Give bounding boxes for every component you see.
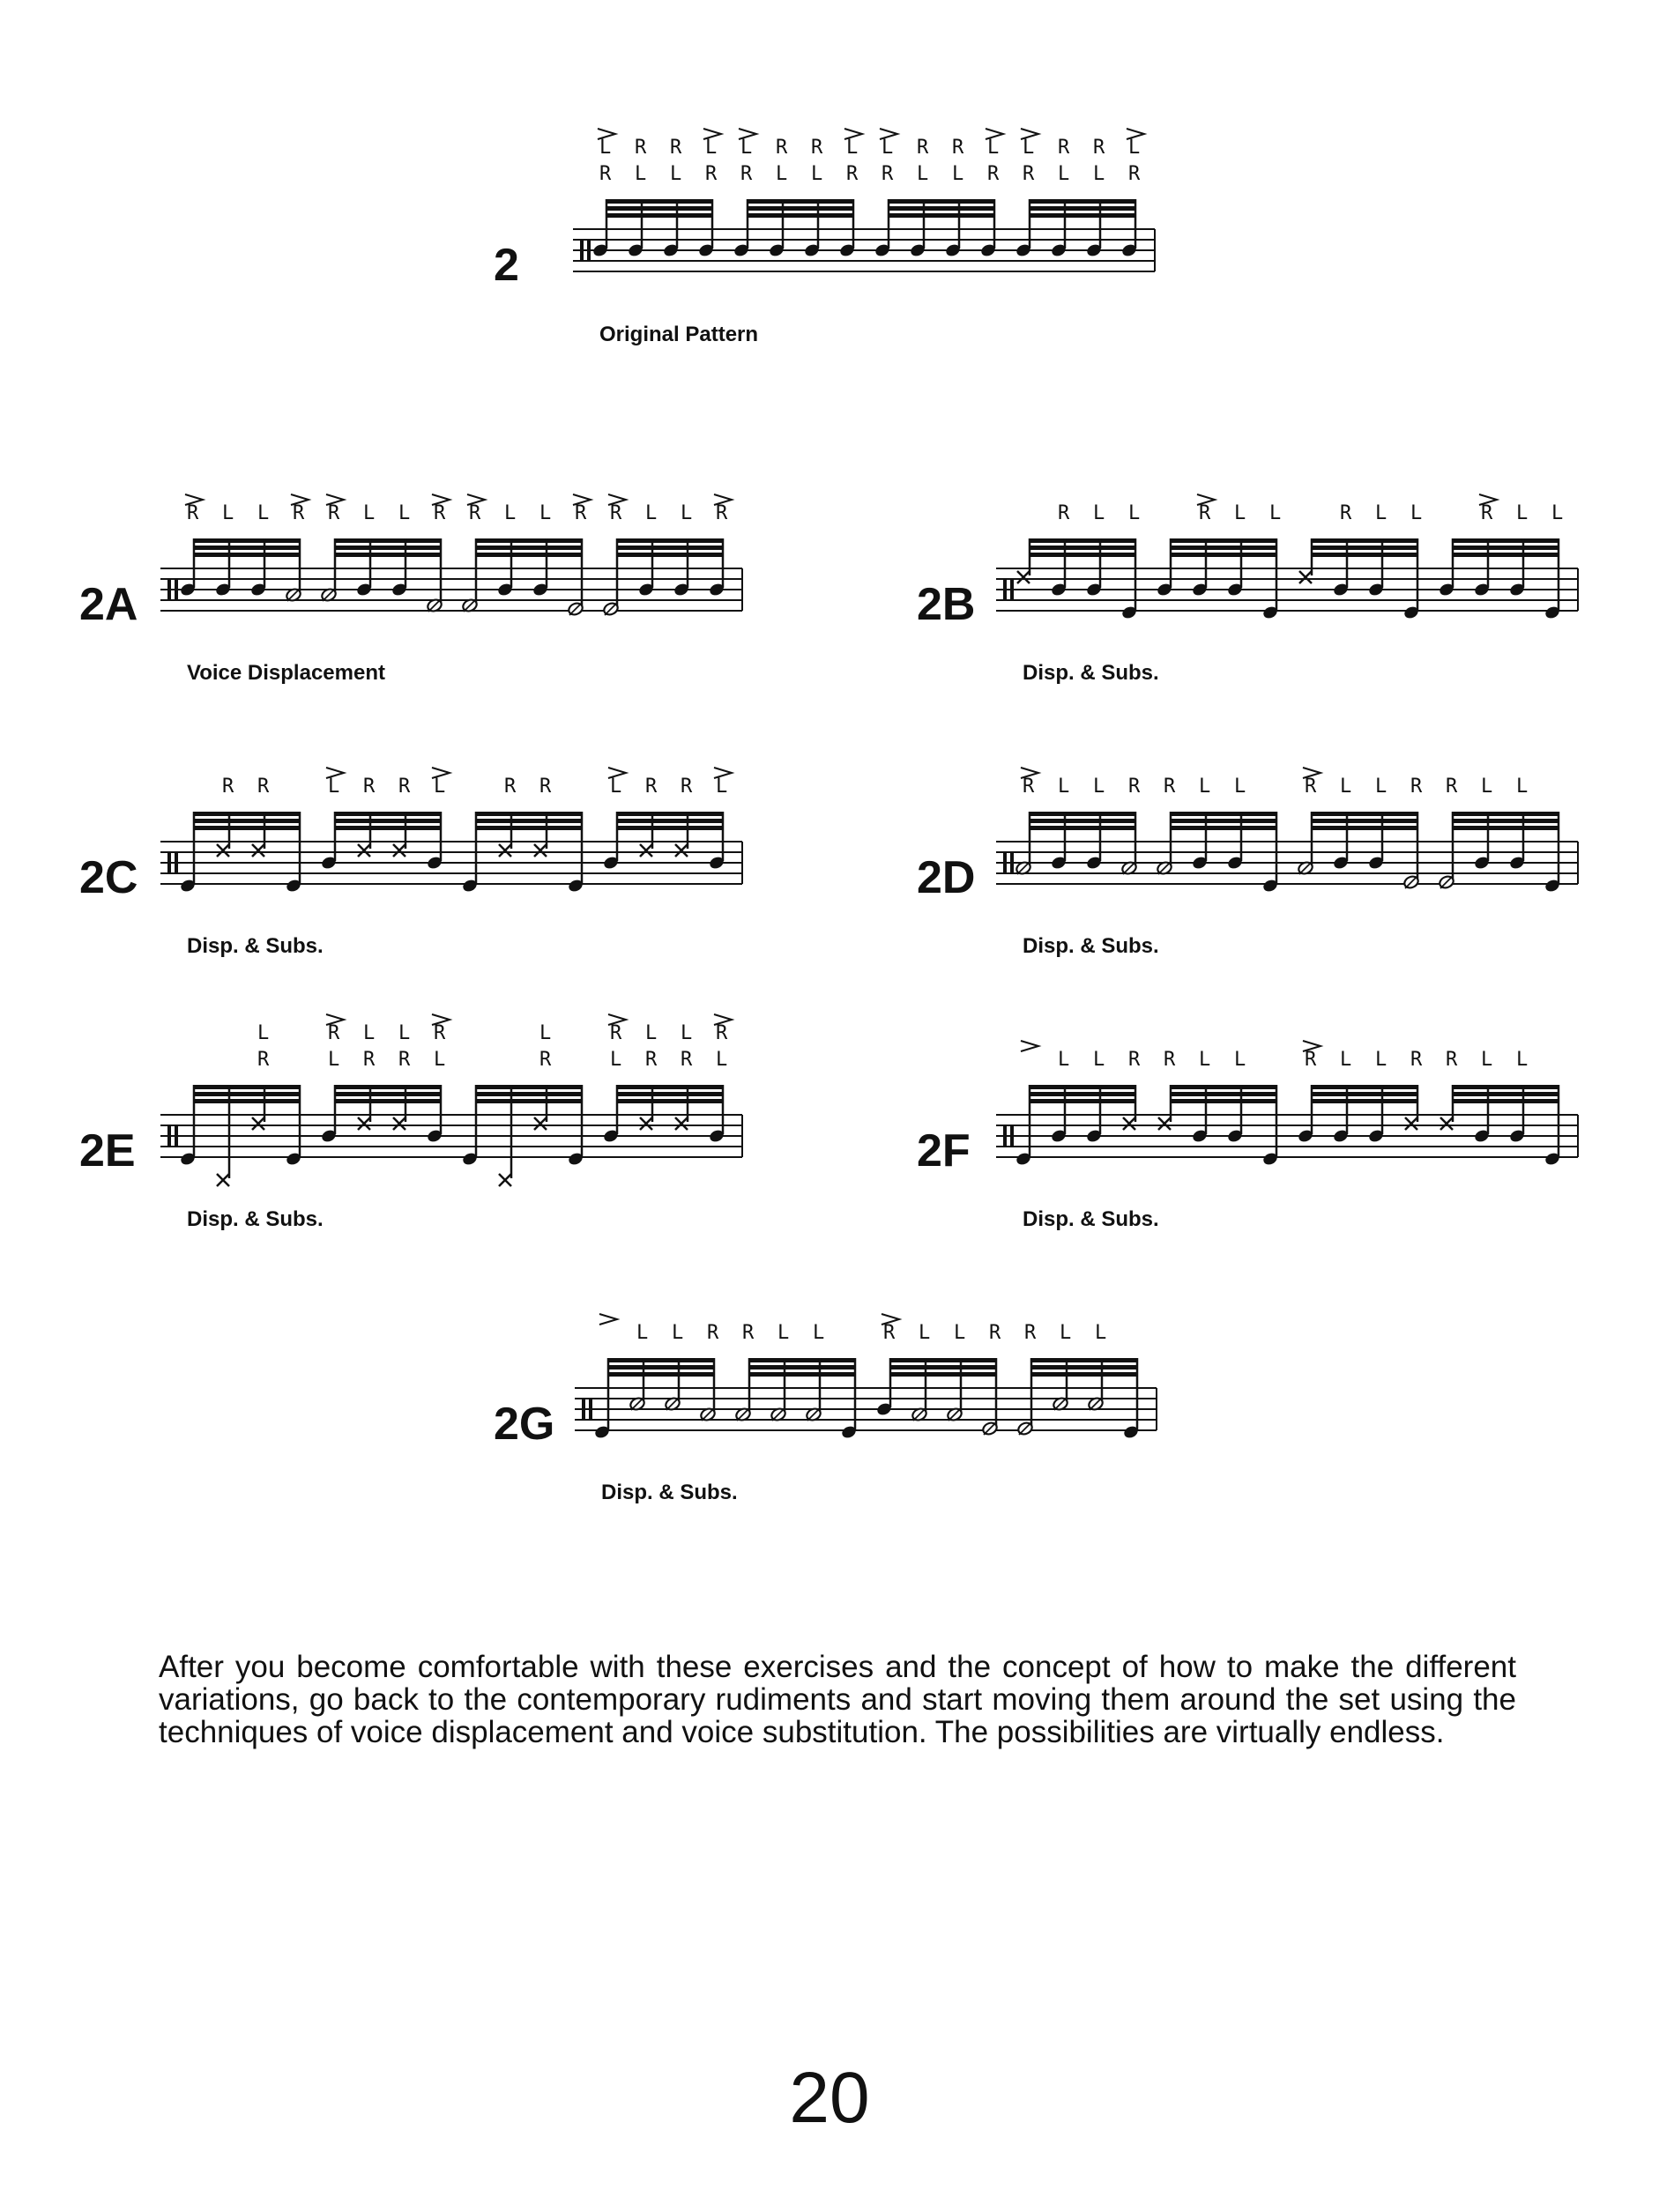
beam [1029,812,1136,816]
page-number: 20 [789,2058,870,2138]
beam [1029,1085,1136,1089]
sticking-bottom: L [1410,502,1423,524]
beam [1452,1099,1559,1103]
sticking-bottom: L [813,1322,825,1344]
exercise-2g [494,1278,1287,1542]
exercise-2f-label: 2F [917,1125,971,1177]
beam [1170,546,1277,550]
beam [616,546,724,550]
beam [193,538,301,543]
beam [888,199,995,204]
sticking-bottom: L [716,776,728,798]
sticking-top: L [846,137,859,159]
beam [1029,213,1136,218]
beam [334,1099,442,1103]
cymbal-note [358,844,370,857]
sticking-bottom: R [398,776,411,798]
cymbal-note [1158,1117,1171,1130]
beam [888,213,995,218]
sticking-bottom: R [1024,1322,1037,1344]
beam [607,1358,715,1362]
cymbal-note [252,844,264,857]
sticking-bottom: R [1340,502,1352,524]
beam [1030,1358,1138,1362]
exercise-2-caption: Original Pattern [599,323,759,346]
sticking-bottom: L [1375,776,1387,798]
beam [1029,538,1136,543]
exercise-2b [917,458,1659,723]
sticking-bottom: L [672,1322,684,1344]
exercise-2f [917,1005,1659,1269]
beam [747,213,854,218]
beam [334,538,442,543]
sticking-bottom: L [504,502,517,524]
sticking-top: L [363,1022,376,1044]
clef-bar [1010,852,1014,873]
sticking-top: R [328,1022,340,1044]
sticking-bottom: L [434,1049,446,1071]
sticking-bottom: R [1128,1049,1141,1071]
clef-bar [587,240,591,261]
sticking-bottom: R [434,502,446,524]
clef-bar [589,1399,592,1420]
cymbal-note [534,844,547,857]
sticking-bottom: R [610,502,622,524]
cymbal-note [217,844,229,857]
cymbal-note [640,844,652,857]
sticking-bottom: L [716,1049,728,1071]
sticking-bottom: R [1410,1049,1423,1071]
sticking-top: L [1128,137,1141,159]
beam [1452,826,1559,830]
beam [1029,546,1136,550]
sticking-bottom: R [987,163,1000,185]
sticking-bottom: R [1446,1049,1458,1071]
sticking-bottom: L [636,1322,649,1344]
beam [475,812,583,816]
sticking-bottom: L [222,502,234,524]
sticking-bottom: R [398,1049,411,1071]
sticking-bottom: R [716,502,728,524]
beam [1311,553,1418,557]
clef-bar [580,240,584,261]
sticking-top: R [776,137,788,159]
beam [193,553,301,557]
sticking-bottom: L [257,502,270,524]
beam [616,1085,724,1089]
sticking-bottom: R [1128,776,1141,798]
beam [475,538,583,543]
sticking-bottom: L [434,776,446,798]
sticking-bottom: R [1023,163,1035,185]
sticking-bottom: L [1199,1049,1211,1071]
sticking-bottom: R [575,502,587,524]
cymbal-note [1405,1117,1417,1130]
sticking-bottom: R [645,776,658,798]
sticking-bottom: L [1375,502,1387,524]
cymbal-note [499,1174,511,1186]
sticking-bottom: L [811,163,823,185]
exercise-2g-label: 2G [494,1399,555,1450]
beam [1452,553,1559,557]
clef-bar [175,1125,178,1147]
exercise-2c-caption: Disp. & Subs. [187,934,324,958]
sticking-bottom: L [1340,1049,1352,1071]
sticking-bottom: L [681,502,693,524]
sticking-top: L [398,1022,411,1044]
beam [1452,812,1559,816]
beam [475,826,583,830]
beam [1030,1372,1138,1377]
sticking-top: R [952,137,964,159]
sticking-bottom: R [187,502,199,524]
sticking-bottom: L [398,502,411,524]
sticking-bottom: R [882,163,894,185]
sticking-bottom: R [1199,502,1211,524]
sticking-bottom: L [1095,1322,1107,1344]
sticking-bottom: L [1481,1049,1493,1071]
exercise-2e [79,978,873,1243]
sticking-bottom: L [1128,502,1141,524]
sticking-bottom: R [363,776,376,798]
sticking-top: R [1058,137,1070,159]
beam [1170,1092,1277,1096]
beam [616,826,724,830]
beam [193,546,301,550]
beam [334,1092,442,1096]
beam [1029,206,1136,211]
beam [1029,1092,1136,1096]
beam [193,1085,301,1089]
sticking-bottom: L [1516,776,1529,798]
sticking-bottom: L [1093,776,1105,798]
sticking-top: L [740,137,753,159]
sticking-bottom: L [645,502,658,524]
beam [475,819,583,823]
sticking-top: L [705,137,718,159]
exercise-2a-caption: Voice Displacement [187,661,385,685]
clef-bar [1003,852,1007,873]
exercise-2c-label: 2C [79,852,138,903]
beam [606,213,713,218]
sticking-bottom: R [363,1049,376,1071]
beam [1311,826,1418,830]
accent-mark [1021,1041,1038,1051]
cymbal-note [1440,1117,1453,1130]
beam [616,812,724,816]
sticking-top: L [681,1022,693,1044]
exercise-2c [79,731,873,996]
sticking-bottom: L [917,163,929,185]
beam [1170,1085,1277,1089]
beam [889,1365,997,1370]
sticking-bottom: R [846,163,859,185]
beam [1311,546,1418,550]
beam [1170,553,1277,557]
exercise-2a-label: 2A [79,579,138,630]
sticking-bottom: R [539,776,552,798]
sticking-bottom: L [952,163,964,185]
beam [748,1372,856,1377]
sticking-bottom: L [610,1049,622,1071]
exercise-2f-caption: Disp. & Subs. [1023,1207,1159,1231]
beam [193,826,301,830]
beam [748,1365,856,1370]
cymbal-note [675,844,688,857]
sticking-bottom: L [1516,502,1529,524]
sticking-bottom: R [707,1322,719,1344]
beam [334,812,442,816]
exercise-2d-label: 2D [917,852,976,903]
sticking-bottom: L [1058,163,1070,185]
exercise-2d [917,731,1659,996]
beam [1311,538,1418,543]
sticking-top: R [811,137,823,159]
beam [334,1085,442,1089]
sticking-bottom: R [599,163,612,185]
sticking-bottom: L [777,1322,790,1344]
cymbal-note [534,1117,547,1130]
sticking-bottom: R [222,776,234,798]
sticking-bottom: L [1234,1049,1246,1071]
sticking-bottom: L [1093,163,1105,185]
sticking-top: L [539,1022,552,1044]
clef-bar [1010,1125,1014,1147]
beam [616,819,724,823]
sticking-bottom: L [919,1322,931,1344]
sticking-top: R [1093,137,1105,159]
sticking-bottom: L [1060,1322,1072,1344]
clef-bar [175,852,178,873]
cymbal-note [217,1174,229,1186]
beam [1170,812,1277,816]
beam [1170,826,1277,830]
sticking-bottom: R [504,776,517,798]
exercise-2a [79,458,873,723]
sticking-bottom: L [1234,502,1246,524]
beam [193,812,301,816]
sticking-bottom: R [883,1322,896,1344]
beam [475,1085,583,1089]
sticking-top: L [645,1022,658,1044]
sticking-top: L [987,137,1000,159]
sticking-bottom: R [645,1049,658,1071]
exercise-2e-caption: Disp. & Subs. [187,1207,324,1231]
cymbal-note [393,844,405,857]
sticking-bottom: R [1164,776,1176,798]
sticking-bottom: L [1516,1049,1529,1071]
beam [1029,553,1136,557]
beam [889,1358,997,1362]
sticking-bottom: L [1481,776,1493,798]
sticking-bottom: L [328,776,340,798]
beam [193,1092,301,1096]
sticking-bottom: L [635,163,647,185]
beam [334,826,442,830]
beam [1311,1099,1418,1103]
cymbal-note [358,1117,370,1130]
beam [475,1092,583,1096]
beam [334,819,442,823]
beam [607,1372,715,1377]
beam [475,546,583,550]
beam [1452,546,1559,550]
beam [1311,819,1418,823]
exercise-2-notation [494,88,1287,353]
beam [889,1372,997,1377]
beam [1311,1085,1418,1089]
instruction-paragraph: After you become comfortable with these exercises and the concept of how to make the different variations, go back to the contemporary rudiments and start moving them around the set using the techniques of voice displacement and voice substitution. The possibilities are virtually endless. [159,1650,1516,1749]
sticking-bottom: R [989,1322,1001,1344]
sticking-bottom: R [328,502,340,524]
exercise-2e-notation [79,978,873,1243]
cymbal-note [1123,1117,1135,1130]
beam [1029,819,1136,823]
cymbal-note [393,1117,405,1130]
beam [607,1365,715,1370]
cymbal-note [252,1117,264,1130]
accent-mark [599,1314,617,1325]
sticking-bottom: R [1164,1049,1176,1071]
beam [747,199,854,204]
beam [1452,538,1559,543]
sticking-bottom: R [469,502,481,524]
sticking-bottom: R [1410,776,1423,798]
sticking-bottom: L [363,502,376,524]
sticking-bottom: L [1269,502,1282,524]
beam [748,1358,856,1362]
exercise-2d-caption: Disp. & Subs. [1023,934,1159,958]
sticking-top: R [610,1022,622,1044]
sticking-bottom: L [539,502,552,524]
beam [1452,1085,1559,1089]
sticking-bottom: R [1305,776,1317,798]
clef-bar [175,579,178,600]
beam [1452,819,1559,823]
sticking-bottom: R [740,163,753,185]
cymbal-note [499,844,511,857]
sticking-bottom: R [1481,502,1493,524]
sticking-top: R [670,137,682,159]
sticking-bottom: R [1305,1049,1317,1071]
sticking-top: R [917,137,929,159]
sticking-bottom: R [705,163,718,185]
clef-bar [1003,579,1007,600]
beam [193,819,301,823]
sticking-bottom: R [681,776,693,798]
sticking-bottom: R [1128,163,1141,185]
sticking-top: L [1023,137,1035,159]
beam [1311,812,1418,816]
sticking-top: L [257,1022,270,1044]
sticking-bottom: R [1058,502,1070,524]
cymbal-note [1299,571,1312,583]
beam [1311,1092,1418,1096]
sticking-bottom: R [681,1049,693,1071]
sticking-bottom: L [1375,1049,1387,1071]
sticking-top: R [635,137,647,159]
sticking-bottom: R [742,1322,755,1344]
cymbal-note [640,1117,652,1130]
sticking-top: L [599,137,612,159]
sticking-bottom: L [1551,502,1564,524]
sticking-bottom: L [954,1322,966,1344]
sticking-bottom: R [539,1049,552,1071]
sticking-bottom: L [1058,776,1070,798]
beam [1170,538,1277,543]
sticking-bottom: L [670,163,682,185]
clef-bar [582,1399,585,1420]
clef-bar [1003,1125,1007,1147]
exercise-2-label: 2 [494,240,519,291]
sticking-top: L [882,137,894,159]
beam [334,553,442,557]
sticking-bottom: R [257,776,270,798]
sticking-bottom: L [1093,1049,1105,1071]
sticking-bottom: R [257,1049,270,1071]
beam [888,206,995,211]
beam [616,1092,724,1096]
beam [1029,1099,1136,1103]
exercise-2g-caption: Disp. & Subs. [601,1481,738,1504]
cymbal-note [1017,571,1030,583]
beam [1029,199,1136,204]
sticking-bottom: R [1023,776,1035,798]
beam [606,199,713,204]
sticking-bottom: L [610,776,622,798]
exercise-2 [494,88,1287,353]
exercise-2b-caption: Disp. & Subs. [1023,661,1159,685]
beam [1029,826,1136,830]
beam [747,206,854,211]
beam [616,553,724,557]
sticking-top: R [716,1022,728,1044]
exercise-2b-label: 2B [917,579,976,630]
beam [1170,819,1277,823]
sticking-bottom: R [1446,776,1458,798]
sticking-bottom: L [1058,1049,1070,1071]
sticking-bottom: L [1199,776,1211,798]
beam [616,1099,724,1103]
beam [193,1099,301,1103]
sticking-bottom: L [776,163,788,185]
sticking-top: R [434,1022,446,1044]
clef-bar [167,852,171,873]
clef-bar [1010,579,1014,600]
sticking-bottom: R [293,502,305,524]
sticking-bottom: L [1093,502,1105,524]
cymbal-note [675,1117,688,1130]
clef-bar [167,1125,171,1147]
beam [334,546,442,550]
beam [475,553,583,557]
sticking-bottom: L [1234,776,1246,798]
beam [616,538,724,543]
clef-bar [167,579,171,600]
beam [606,206,713,211]
beam [475,1099,583,1103]
sticking-bottom: L [328,1049,340,1071]
beam [1452,1092,1559,1096]
exercise-2e-label: 2E [79,1125,136,1177]
beam [1030,1365,1138,1370]
beam [1170,1099,1277,1103]
sticking-bottom: L [1340,776,1352,798]
